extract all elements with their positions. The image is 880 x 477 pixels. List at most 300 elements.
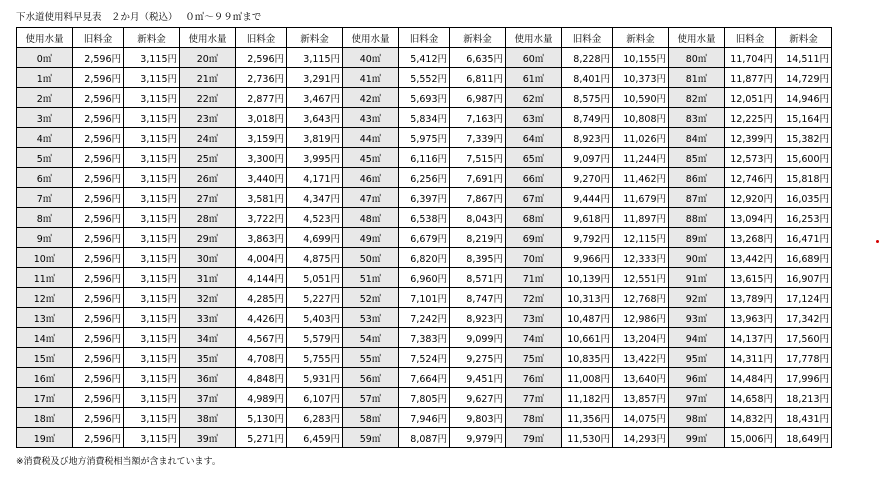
old-fee-cell: 2,596円	[73, 228, 124, 248]
old-fee-cell: 3,159円	[236, 128, 287, 148]
new-fee-cell: 7,515円	[450, 148, 506, 168]
old-fee-header: 旧料金	[236, 28, 287, 48]
old-fee-cell: 2,596円	[73, 348, 124, 368]
table-row	[17, 88, 832, 108]
usage-cell: 23㎥	[180, 108, 236, 128]
old-fee-cell: 11,356円	[562, 408, 613, 428]
usage-cell: 85㎥	[669, 148, 725, 168]
new-fee-cell: 3,291円	[287, 68, 343, 88]
usage-cell: 61㎥	[506, 68, 562, 88]
old-fee-cell: 2,877円	[236, 88, 287, 108]
new-fee-cell: 5,755円	[287, 348, 343, 368]
table-row	[17, 228, 832, 248]
new-fee-cell: 9,627円	[450, 388, 506, 408]
new-fee-cell: 17,342円	[776, 308, 832, 328]
old-fee-cell: 9,444円	[562, 188, 613, 208]
usage-cell: 97㎥	[669, 388, 725, 408]
old-fee-cell: 2,596円	[73, 88, 124, 108]
new-fee-cell: 6,987円	[450, 88, 506, 108]
usage-cell: 36㎥	[180, 368, 236, 388]
usage-cell: 84㎥	[669, 128, 725, 148]
usage-cell: 62㎥	[506, 88, 562, 108]
usage-cell: 35㎥	[180, 348, 236, 368]
usage-cell: 52㎥	[343, 288, 399, 308]
old-fee-cell: 3,300円	[236, 148, 287, 168]
old-fee-cell: 4,848円	[236, 368, 287, 388]
new-fee-cell: 3,115円	[124, 368, 180, 388]
new-fee-cell: 12,768円	[613, 288, 669, 308]
usage-cell: 98㎥	[669, 408, 725, 428]
old-fee-cell: 5,271円	[236, 428, 287, 448]
old-fee-cell: 5,552円	[399, 68, 450, 88]
old-fee-cell: 15,006円	[725, 428, 776, 448]
old-fee-cell: 2,596円	[73, 408, 124, 428]
new-fee-cell: 17,124円	[776, 288, 832, 308]
old-fee-cell: 8,401円	[562, 68, 613, 88]
usage-cell: 48㎥	[343, 208, 399, 228]
usage-cell: 63㎥	[506, 108, 562, 128]
usage-cell: 6㎥	[17, 168, 73, 188]
usage-header: 使用水量	[506, 28, 562, 48]
usage-cell: 5㎥	[17, 148, 73, 168]
new-fee-cell: 3,115円	[124, 328, 180, 348]
new-fee-cell: 11,462円	[613, 168, 669, 188]
old-fee-cell: 5,975円	[399, 128, 450, 148]
new-fee-cell: 5,931円	[287, 368, 343, 388]
new-fee-cell: 3,115円	[124, 88, 180, 108]
old-fee-cell: 7,664円	[399, 368, 450, 388]
usage-cell: 65㎥	[506, 148, 562, 168]
old-fee-cell: 6,256円	[399, 168, 450, 188]
usage-cell: 28㎥	[180, 208, 236, 228]
old-fee-cell: 8,749円	[562, 108, 613, 128]
old-fee-cell: 13,268円	[725, 228, 776, 248]
table-row	[17, 128, 832, 148]
new-fee-cell: 11,679円	[613, 188, 669, 208]
old-fee-cell: 9,618円	[562, 208, 613, 228]
table-row	[17, 428, 832, 448]
new-fee-cell: 5,051円	[287, 268, 343, 288]
old-fee-cell: 10,487円	[562, 308, 613, 328]
usage-cell: 77㎥	[506, 388, 562, 408]
usage-cell: 71㎥	[506, 268, 562, 288]
old-fee-cell: 4,708円	[236, 348, 287, 368]
usage-cell: 91㎥	[669, 268, 725, 288]
new-fee-cell: 13,640円	[613, 368, 669, 388]
new-fee-cell: 13,857円	[613, 388, 669, 408]
usage-cell: 29㎥	[180, 228, 236, 248]
old-fee-cell: 13,615円	[725, 268, 776, 288]
new-fee-cell: 5,403円	[287, 308, 343, 328]
usage-cell: 60㎥	[506, 48, 562, 68]
usage-cell: 82㎥	[669, 88, 725, 108]
old-fee-cell: 5,693円	[399, 88, 450, 108]
usage-cell: 41㎥	[343, 68, 399, 88]
old-fee-cell: 2,596円	[73, 48, 124, 68]
usage-header: 使用水量	[180, 28, 236, 48]
new-fee-cell: 9,451円	[450, 368, 506, 388]
new-fee-cell: 3,115円	[124, 128, 180, 148]
usage-cell: 34㎥	[180, 328, 236, 348]
old-fee-cell: 10,313円	[562, 288, 613, 308]
new-fee-cell: 6,811円	[450, 68, 506, 88]
old-fee-cell: 9,270円	[562, 168, 613, 188]
new-fee-cell: 3,115円	[287, 48, 343, 68]
old-fee-cell: 10,835円	[562, 348, 613, 368]
old-fee-cell: 11,877円	[725, 68, 776, 88]
table-row	[17, 288, 832, 308]
new-fee-cell: 12,551円	[613, 268, 669, 288]
usage-cell: 51㎥	[343, 268, 399, 288]
new-fee-cell: 3,115円	[124, 288, 180, 308]
usage-cell: 32㎥	[180, 288, 236, 308]
usage-header: 使用水量	[343, 28, 399, 48]
usage-cell: 79㎥	[506, 428, 562, 448]
new-fee-cell: 7,867円	[450, 188, 506, 208]
old-fee-cell: 4,426円	[236, 308, 287, 328]
usage-cell: 12㎥	[17, 288, 73, 308]
old-fee-header: 旧料金	[725, 28, 776, 48]
table-row	[17, 328, 832, 348]
table-row	[17, 188, 832, 208]
old-fee-cell: 4,567円	[236, 328, 287, 348]
old-fee-cell: 2,596円	[73, 68, 124, 88]
old-fee-cell: 2,596円	[73, 368, 124, 388]
old-fee-cell: 11,182円	[562, 388, 613, 408]
new-fee-cell: 6,459円	[287, 428, 343, 448]
footnote: ※消費税及び地方消費税相当額が含まれています。	[16, 457, 221, 467]
old-fee-cell: 2,596円	[73, 108, 124, 128]
old-fee-cell: 13,094円	[725, 208, 776, 228]
new-fee-cell: 3,115円	[124, 248, 180, 268]
usage-cell: 0㎥	[17, 48, 73, 68]
usage-cell: 30㎥	[180, 248, 236, 268]
usage-cell: 8㎥	[17, 208, 73, 228]
usage-cell: 72㎥	[506, 288, 562, 308]
old-fee-cell: 13,963円	[725, 308, 776, 328]
usage-cell: 99㎥	[669, 428, 725, 448]
old-fee-cell: 7,524円	[399, 348, 450, 368]
usage-cell: 37㎥	[180, 388, 236, 408]
usage-cell: 3㎥	[17, 108, 73, 128]
new-fee-cell: 18,213円	[776, 388, 832, 408]
new-fee-cell: 6,107円	[287, 388, 343, 408]
new-fee-cell: 3,115円	[124, 308, 180, 328]
table-row	[17, 68, 832, 88]
usage-cell: 89㎥	[669, 228, 725, 248]
old-fee-cell: 3,440円	[236, 168, 287, 188]
old-fee-cell: 7,383円	[399, 328, 450, 348]
usage-cell: 27㎥	[180, 188, 236, 208]
table-row	[17, 408, 832, 428]
old-fee-cell: 5,130円	[236, 408, 287, 428]
new-fee-header: 新料金	[776, 28, 832, 48]
new-fee-cell: 7,163円	[450, 108, 506, 128]
old-fee-cell: 12,746円	[725, 168, 776, 188]
usage-cell: 16㎥	[17, 368, 73, 388]
new-fee-header: 新料金	[124, 28, 180, 48]
usage-cell: 94㎥	[669, 328, 725, 348]
old-fee-cell: 3,863円	[236, 228, 287, 248]
usage-cell: 21㎥	[180, 68, 236, 88]
new-fee-cell: 16,689円	[776, 248, 832, 268]
usage-cell: 58㎥	[343, 408, 399, 428]
old-fee-cell: 2,736円	[236, 68, 287, 88]
old-fee-cell: 2,596円	[73, 308, 124, 328]
new-fee-cell: 18,431円	[776, 408, 832, 428]
usage-cell: 24㎥	[180, 128, 236, 148]
usage-header: 使用水量	[669, 28, 725, 48]
new-fee-cell: 8,043円	[450, 208, 506, 228]
new-fee-cell: 16,253円	[776, 208, 832, 228]
usage-cell: 81㎥	[669, 68, 725, 88]
usage-cell: 59㎥	[343, 428, 399, 448]
old-fee-cell: 12,573円	[725, 148, 776, 168]
new-fee-cell: 8,923円	[450, 308, 506, 328]
table-row	[17, 308, 832, 328]
new-fee-cell: 3,115円	[124, 228, 180, 248]
usage-cell: 64㎥	[506, 128, 562, 148]
new-fee-cell: 3,115円	[124, 208, 180, 228]
usage-cell: 95㎥	[669, 348, 725, 368]
usage-cell: 43㎥	[343, 108, 399, 128]
usage-cell: 40㎥	[343, 48, 399, 68]
old-fee-header: 旧料金	[73, 28, 124, 48]
usage-cell: 53㎥	[343, 308, 399, 328]
old-fee-cell: 8,228円	[562, 48, 613, 68]
new-fee-cell: 9,275円	[450, 348, 506, 368]
new-fee-cell: 15,164円	[776, 108, 832, 128]
new-fee-cell: 12,986円	[613, 308, 669, 328]
old-fee-cell: 2,596円	[73, 208, 124, 228]
usage-cell: 1㎥	[17, 68, 73, 88]
new-fee-cell: 3,115円	[124, 428, 180, 448]
old-fee-cell: 3,581円	[236, 188, 287, 208]
new-fee-cell: 16,471円	[776, 228, 832, 248]
new-fee-cell: 5,579円	[287, 328, 343, 348]
old-fee-cell: 3,018円	[236, 108, 287, 128]
new-fee-cell: 12,333円	[613, 248, 669, 268]
page-title: 下水道使用料早見表 ２か月（税込） ０㎥～９９㎥まで	[16, 12, 262, 23]
usage-cell: 7㎥	[17, 188, 73, 208]
usage-cell: 46㎥	[343, 168, 399, 188]
usage-cell: 66㎥	[506, 168, 562, 188]
old-fee-cell: 12,225円	[725, 108, 776, 128]
old-fee-cell: 5,834円	[399, 108, 450, 128]
rate-table	[16, 27, 832, 448]
usage-cell: 73㎥	[506, 308, 562, 328]
table-row	[17, 268, 832, 288]
usage-header: 使用水量	[17, 28, 73, 48]
usage-cell: 75㎥	[506, 348, 562, 368]
table-row	[17, 368, 832, 388]
usage-cell: 10㎥	[17, 248, 73, 268]
old-fee-cell: 7,242円	[399, 308, 450, 328]
usage-cell: 38㎥	[180, 408, 236, 428]
new-fee-cell: 14,075円	[613, 408, 669, 428]
new-fee-cell: 3,115円	[124, 388, 180, 408]
usage-cell: 86㎥	[669, 168, 725, 188]
usage-cell: 93㎥	[669, 308, 725, 328]
new-fee-cell: 18,649円	[776, 428, 832, 448]
new-fee-cell: 3,115円	[124, 268, 180, 288]
old-fee-cell: 13,442円	[725, 248, 776, 268]
usage-cell: 17㎥	[17, 388, 73, 408]
new-fee-cell: 17,778円	[776, 348, 832, 368]
usage-cell: 57㎥	[343, 388, 399, 408]
old-fee-cell: 12,399円	[725, 128, 776, 148]
old-fee-cell: 8,575円	[562, 88, 613, 108]
new-fee-cell: 11,026円	[613, 128, 669, 148]
table-row	[17, 168, 832, 188]
old-fee-cell: 4,004円	[236, 248, 287, 268]
new-fee-cell: 3,115円	[124, 148, 180, 168]
old-fee-cell: 2,596円	[73, 168, 124, 188]
usage-cell: 70㎥	[506, 248, 562, 268]
table-row	[17, 108, 832, 128]
old-fee-cell: 6,538円	[399, 208, 450, 228]
old-fee-cell: 4,285円	[236, 288, 287, 308]
usage-cell: 14㎥	[17, 328, 73, 348]
new-fee-cell: 14,729円	[776, 68, 832, 88]
new-fee-cell: 3,467円	[287, 88, 343, 108]
new-fee-cell: 10,590円	[613, 88, 669, 108]
new-fee-cell: 3,643円	[287, 108, 343, 128]
new-fee-cell: 10,373円	[613, 68, 669, 88]
old-fee-cell: 14,311円	[725, 348, 776, 368]
new-fee-cell: 7,339円	[450, 128, 506, 148]
new-fee-cell: 9,803円	[450, 408, 506, 428]
usage-cell: 9㎥	[17, 228, 73, 248]
old-fee-header: 旧料金	[399, 28, 450, 48]
new-fee-cell: 3,115円	[124, 408, 180, 428]
old-fee-header: 旧料金	[562, 28, 613, 48]
usage-cell: 92㎥	[669, 288, 725, 308]
new-fee-cell: 15,382円	[776, 128, 832, 148]
old-fee-cell: 12,920円	[725, 188, 776, 208]
usage-cell: 50㎥	[343, 248, 399, 268]
usage-cell: 25㎥	[180, 148, 236, 168]
old-fee-cell: 6,960円	[399, 268, 450, 288]
red-dot-mark	[876, 240, 879, 243]
new-fee-cell: 13,422円	[613, 348, 669, 368]
new-fee-cell: 3,995円	[287, 148, 343, 168]
new-fee-cell: 6,283円	[287, 408, 343, 428]
table-row	[17, 148, 832, 168]
usage-cell: 4㎥	[17, 128, 73, 148]
old-fee-cell: 2,596円	[73, 188, 124, 208]
new-fee-cell: 14,946円	[776, 88, 832, 108]
usage-cell: 55㎥	[343, 348, 399, 368]
table-row	[17, 248, 832, 268]
old-fee-cell: 2,596円	[73, 268, 124, 288]
new-fee-header: 新料金	[450, 28, 506, 48]
header-row	[17, 28, 832, 48]
usage-cell: 56㎥	[343, 368, 399, 388]
new-fee-cell: 8,747円	[450, 288, 506, 308]
old-fee-cell: 2,596円	[73, 428, 124, 448]
new-fee-cell: 17,996円	[776, 368, 832, 388]
old-fee-cell: 7,946円	[399, 408, 450, 428]
new-fee-cell: 15,818円	[776, 168, 832, 188]
old-fee-cell: 3,722円	[236, 208, 287, 228]
new-fee-cell: 3,115円	[124, 108, 180, 128]
new-fee-cell: 14,511円	[776, 48, 832, 68]
new-fee-cell: 4,875円	[287, 248, 343, 268]
old-fee-cell: 13,789円	[725, 288, 776, 308]
new-fee-cell: 5,227円	[287, 288, 343, 308]
usage-cell: 22㎥	[180, 88, 236, 108]
old-fee-cell: 2,596円	[73, 128, 124, 148]
old-fee-cell: 14,484円	[725, 368, 776, 388]
old-fee-cell: 2,596円	[236, 48, 287, 68]
new-fee-cell: 4,171円	[287, 168, 343, 188]
usage-cell: 69㎥	[506, 228, 562, 248]
old-fee-cell: 11,704円	[725, 48, 776, 68]
old-fee-cell: 2,596円	[73, 388, 124, 408]
new-fee-cell: 8,219円	[450, 228, 506, 248]
old-fee-cell: 7,101円	[399, 288, 450, 308]
new-fee-cell: 3,115円	[124, 68, 180, 88]
old-fee-cell: 9,792円	[562, 228, 613, 248]
old-fee-cell: 2,596円	[73, 328, 124, 348]
new-fee-cell: 4,347円	[287, 188, 343, 208]
usage-cell: 83㎥	[669, 108, 725, 128]
usage-cell: 18㎥	[17, 408, 73, 428]
usage-cell: 47㎥	[343, 188, 399, 208]
new-fee-cell: 11,244円	[613, 148, 669, 168]
usage-cell: 15㎥	[17, 348, 73, 368]
old-fee-cell: 9,966円	[562, 248, 613, 268]
usage-cell: 90㎥	[669, 248, 725, 268]
new-fee-cell: 3,115円	[124, 48, 180, 68]
usage-cell: 74㎥	[506, 328, 562, 348]
usage-cell: 11㎥	[17, 268, 73, 288]
usage-cell: 39㎥	[180, 428, 236, 448]
usage-cell: 96㎥	[669, 368, 725, 388]
old-fee-cell: 8,923円	[562, 128, 613, 148]
old-fee-cell: 10,661円	[562, 328, 613, 348]
table-row	[17, 388, 832, 408]
new-fee-header: 新料金	[613, 28, 669, 48]
usage-cell: 2㎥	[17, 88, 73, 108]
usage-cell: 49㎥	[343, 228, 399, 248]
new-fee-cell: 6,635円	[450, 48, 506, 68]
new-fee-cell: 11,897円	[613, 208, 669, 228]
usage-cell: 33㎥	[180, 308, 236, 328]
usage-cell: 20㎥	[180, 48, 236, 68]
old-fee-cell: 2,596円	[73, 148, 124, 168]
usage-cell: 44㎥	[343, 128, 399, 148]
table-row	[17, 348, 832, 368]
new-fee-cell: 3,115円	[124, 168, 180, 188]
new-fee-cell: 7,691円	[450, 168, 506, 188]
old-fee-cell: 14,832円	[725, 408, 776, 428]
new-fee-cell: 10,155円	[613, 48, 669, 68]
old-fee-cell: 14,137円	[725, 328, 776, 348]
old-fee-cell: 5,412円	[399, 48, 450, 68]
usage-cell: 54㎥	[343, 328, 399, 348]
usage-cell: 45㎥	[343, 148, 399, 168]
old-fee-cell: 9,097円	[562, 148, 613, 168]
new-fee-cell: 8,395円	[450, 248, 506, 268]
new-fee-cell: 17,560円	[776, 328, 832, 348]
usage-cell: 19㎥	[17, 428, 73, 448]
usage-cell: 68㎥	[506, 208, 562, 228]
old-fee-cell: 11,008円	[562, 368, 613, 388]
old-fee-cell: 11,530円	[562, 428, 613, 448]
new-fee-cell: 10,808円	[613, 108, 669, 128]
